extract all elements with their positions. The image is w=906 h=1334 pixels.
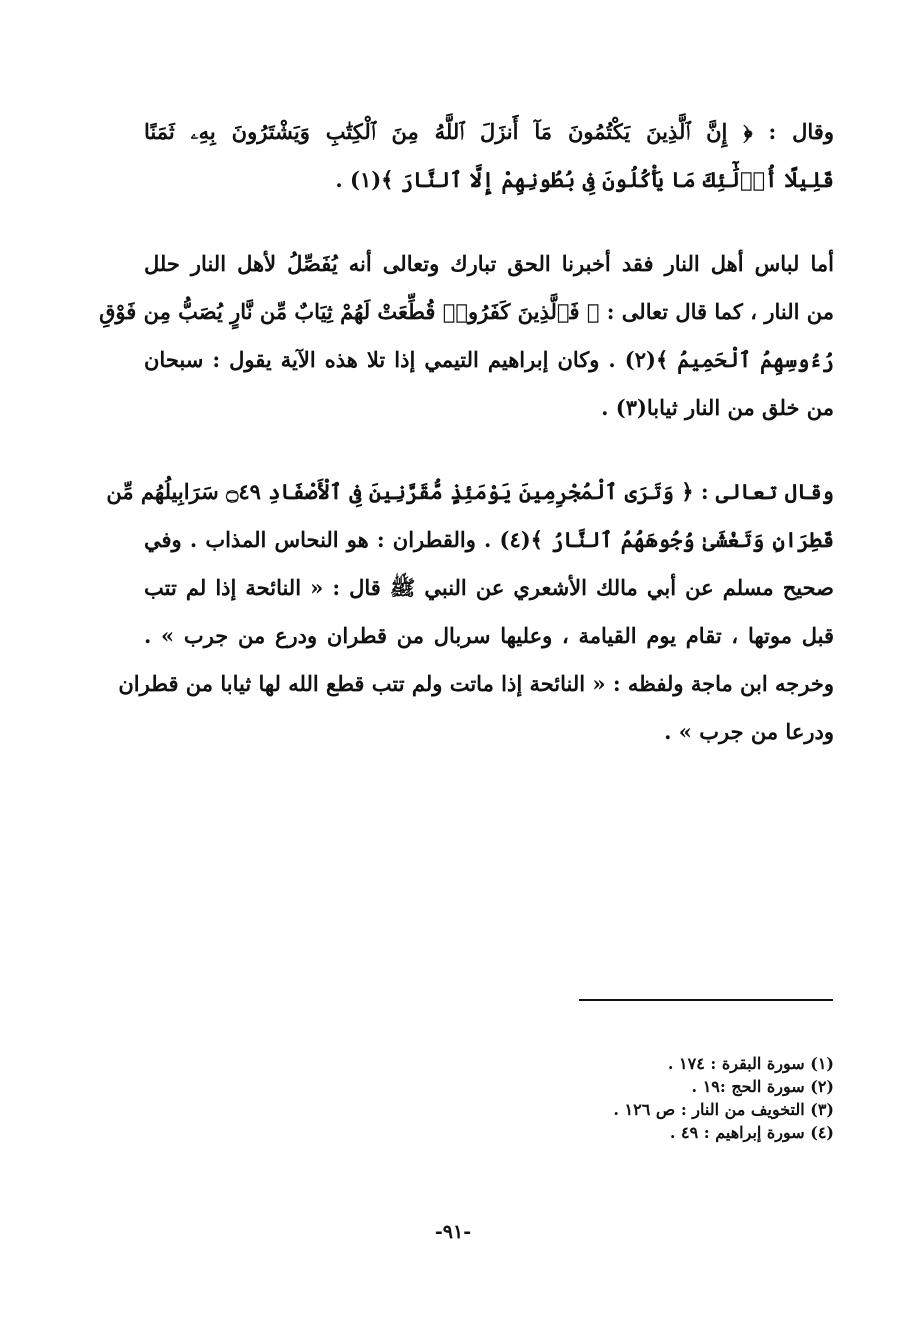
text-line: من النار ، كما قال تعالى : ﴿ فَٱلَّذِينَ كَفَرُوا۟ قُطِّعَتْ لَهُمْ ثِيَابٌ مِّن نَّارٍ يُصَبُّ مِن فَوْقِ (99, 299, 834, 324)
paragraph-quran-baqarah (144, 108, 834, 204)
text-line: أما لباس أهل النار فقد أخبرنا الحق تبارك وتعالى أنه يُفَصِّلُ لأهل النار حلل (144, 251, 834, 276)
footnote-item: (٣) التخويف من النار : ص ١٢٦ . (613, 1100, 834, 1119)
text-line: وخرجه ابن ماجة ولفظه : « النائحة إذا ماتت ولم تتب قطع الله لها ثيابا من قطران (118, 671, 834, 696)
text-line: قَطِرَانٍ وَتَغْشَىٰ وُجُوهَهُمُ ٱلنَّارُ ﴾(٤) . والقطران : هو النحاس المذاب . وفي (144, 527, 834, 552)
footnote-divider (579, 999, 833, 1001)
paragraph-clothing-of-fire (99, 240, 834, 432)
text-line: وقال تعالى : ﴿ وَتَرَى ٱلْمُجْرِمِينَ يَوْمَئِذٍ مُّقَرَّنِينَ فِى ٱلْأَصْفَادِ ۝٤٩ سَرَابِيلُهُم مِّن (106, 479, 834, 504)
footnote-item: (١) سورة البقرة : ١٧٤ . (667, 1054, 834, 1073)
text-line: من خلق من النار ثيابا(٣) . (601, 395, 834, 420)
main-text (99, 108, 834, 792)
text-line: رُءُوسِهِمُ ٱلْحَمِيمُ ﴾(٢) . وكان إبراهيم التيمي إذا تلا هذه الآية يقول : سبحان (144, 347, 834, 372)
text-line: وقال : ﴿ إِنَّ ٱلَّذِينَ يَكْتُمُونَ مَآ أَنزَلَ ٱللَّهُ مِنَ ٱلْكِتَٰبِ وَيَشْتَرُونَ بِهِۦ ثَمَنًا (144, 119, 834, 144)
footnotes (534, 1052, 834, 1144)
footnote-item: (٤) سورة إبراهيم : ٤٩ . (669, 1123, 834, 1142)
text-line: ودرعا من جرب » . (664, 719, 834, 744)
text-line: قَلِيلًا أُو۟لَٰٓئِكَ مَا يَأْكُلُونَ فِى بُطُونِهِمْ إِلَّا ٱلنَّارَ ﴾(١) . (335, 167, 834, 192)
page-number: -٩١- (434, 1221, 472, 1243)
footnote-item: (٢) سورة الحج :١٩ . (691, 1077, 834, 1096)
text-line: قبل موتها ، تقام يوم القيامة ، وعليها سربال من قطران ودرع من جرب » . (144, 623, 834, 648)
text-line: صحيح مسلم عن أبي مالك الأشعري عن النبي ﷺ قال : « النائحة إذا لم تتب (144, 575, 834, 600)
paragraph-tar-garments (106, 468, 834, 756)
